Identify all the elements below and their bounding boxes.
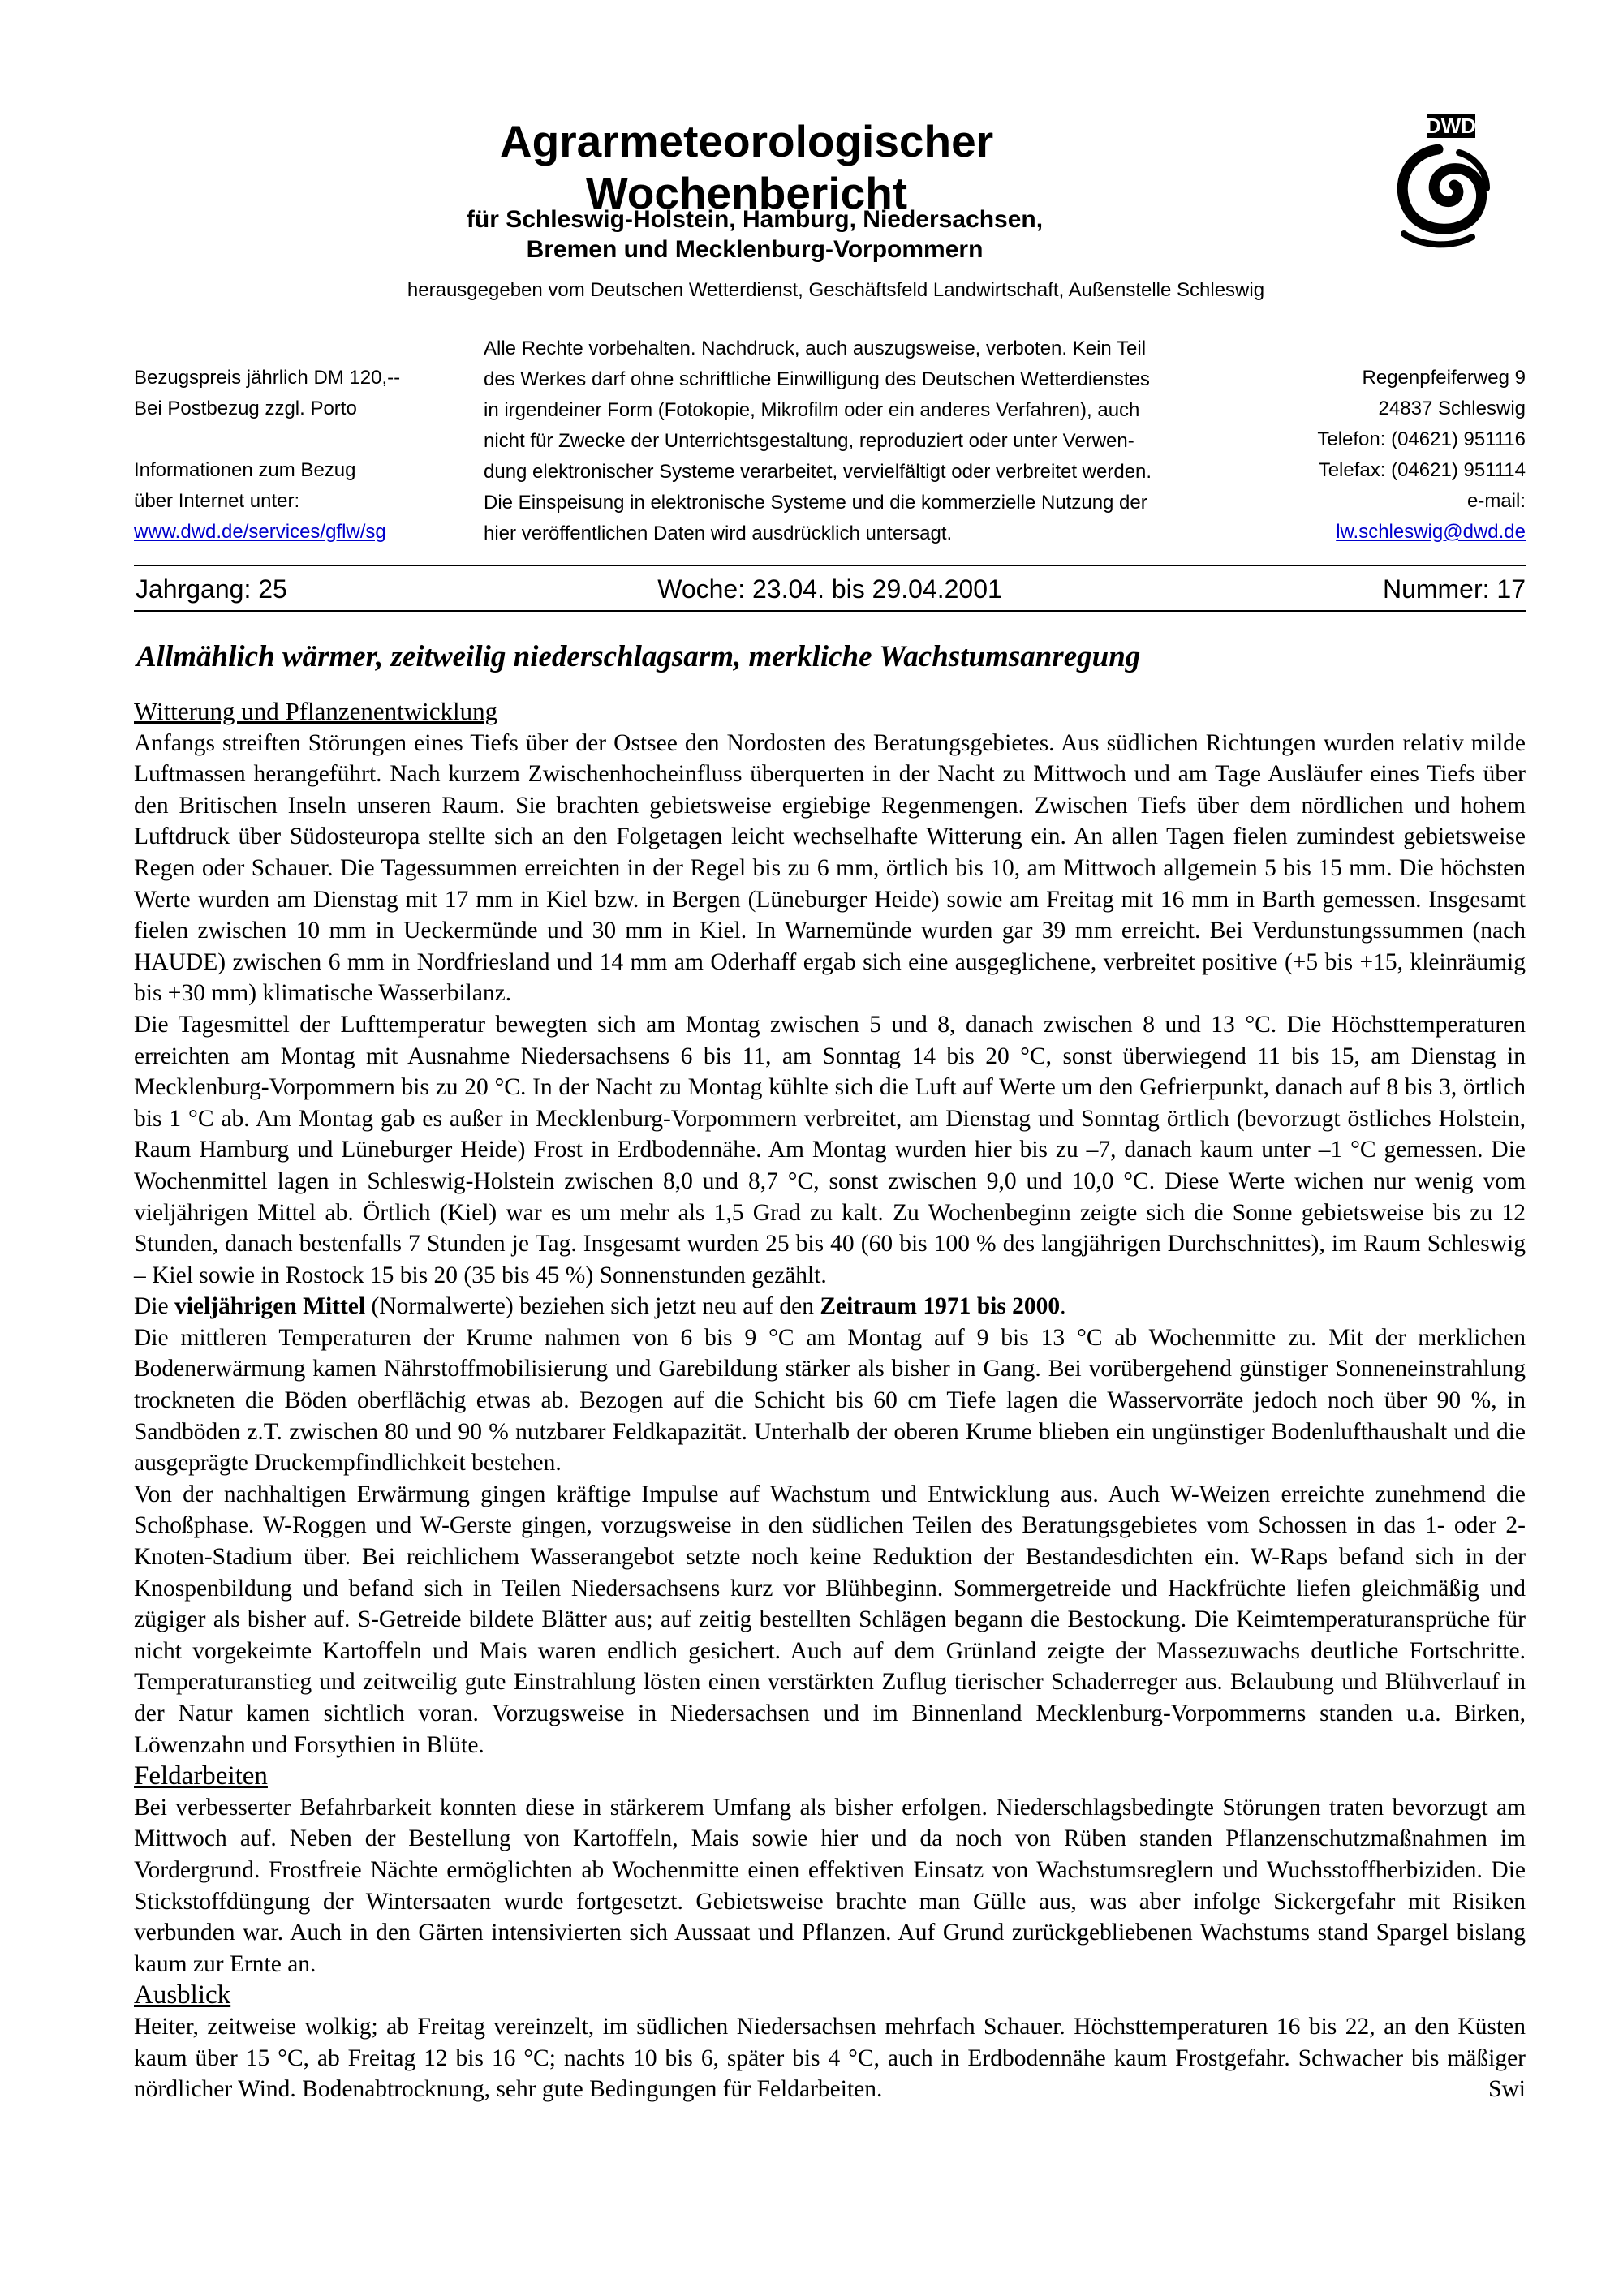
email-label: e-mail: <box>1466 490 1526 512</box>
info-text-1: Informationen zum Bezug <box>134 459 356 481</box>
dwd-spiral-icon <box>1388 112 1493 250</box>
subtitle-line-2: Bremen und Mecklenburg-Vorpommern <box>526 236 984 263</box>
paragraph: Die Tagesmittel der Lufttemperatur bewegten sich am Montag zwischen 5 und 8, danach zwischen 8 und 13 °C. Die Höchsttemperaturen erreichten am Montag mit Ausnahme Niedersachsens 6 bis 11, am Sonntag 14 bis 20 °C, sonst überwiegend 11 bis 15, am Dienstag in Mecklenburg-Vorpommern bis zu 20 °C. In der Nacht zu Montag kühlte sich die Luft auf Werte um den Gefrierpunkt, danach auf 8 bis 3, örtlich bis 1 °C ab. Am Montag gab es außer in Mecklenburg-Vorpommern verbreitet, am Dienstag und Sonntag örtlich (bevorzugt östliches Holstein, Raum Hamburg und Lüneburger Heide) Frost in Erdbodennähe. Am Montag wurden hier bis zu –7, danach kaum unter –1 °C gemessen. Die Wochenmittel lagen in Schleswig-Holstein zwischen 8,0 und 8,7 °C, sonst zwischen 9,0 und 10,0 °C. Diese Werte wichen nur wenig vom vieljährigen Mittel ab. Örtlich (Kiel) war es um mehr als 1,5 Grad zu kalt. Zu Wochenbeginn zeigte sich die Sonne gebietsweise bis zu 12 Stunden, danach bestenfalls 7 Stunden je Tag. Insgesamt wurden 25 bis 40 (60 bis 100 % des langjährigen Durchschnittes), im Raum Schleswig – Kiel sowie in Rostock 15 bis 20 (35 bis 45 %) Sonnenstunden gezählt. <box>134 1011 1526 1288</box>
contact-info <box>1266 363 1526 548</box>
website-link[interactable]: www.dwd.de/services/gflw/sg <box>134 521 386 543</box>
subtitle-line-1: für Schleswig-Holstein, Hamburg, Niedersachsen, <box>466 206 1044 233</box>
note-bold-period: Zeitraum 1971 bis 2000 <box>820 1293 1061 1320</box>
dwd-logo <box>1388 112 1493 250</box>
section-heading-field-work: Feldarbeiten <box>134 1761 268 1791</box>
paragraph <box>134 2011 1526 2105</box>
publisher-line: herausgegeben vom Deutschen Wetterdienst, Geschäftsfeld Landwirtschaft, Außenstelle Schleswig <box>407 279 1265 301</box>
street-text: Regenpfeiferweg 9 <box>1362 367 1526 389</box>
paragraph: Bei verbesserter Befahrbarkeit konnten diese in stärkerem Umfang als bisher erfolgen. Niederschlagsbedingte Störungen traten bevorzugt am Mittwoch auf. Neben der Bestellung von Kartoffeln, Mais sowie hier und da noch von Rüben standen Pflanzenschutzmaßnahmen im Vordergrund. Frostfreie Nächte ermöglichten ab Wochenmitte einen effektiven Einsatz von Wachstumsreglern und Wuchsstoffherbiziden. Die Stickstoffdüngung der Wintersaaten wurde fortgesetzt. Gebietsweise brachte man Gülle aus, was aber infolge Sickergefahr mit Risiken verbunden war. Auch in den Gärten intensivierten sich Aussaat und Pflanzen. Auf Grund zurückgebliebenen Wachstums stand Spargel bislang kaum zur Ernte an. <box>134 1794 1526 1977</box>
copyright-line: in irgendeiner Form (Fotokopie, Mikrofilm oder ein anderes Verfahren), auch <box>484 399 1140 421</box>
issue-bar <box>134 573 1526 605</box>
price-text: Bezugspreis jährlich DM 120,-- <box>134 367 401 389</box>
section-heading-outlook: Ausblick <box>134 1980 231 2010</box>
city-text: 24837 Schleswig <box>1378 398 1526 419</box>
headline: Allmählich wärmer, zeitweilig niederschlagsarm, merkliche Wachstumsanregung <box>136 640 1141 673</box>
copyright-line: des Werkes darf ohne schriftliche Einwilligung des Deutschen Wetterdienstes <box>484 368 1150 390</box>
paragraph: Anfangs streiften Störungen eines Tiefs über der Ostsee den Nordosten des Beratungsgebietes. Aus südlichen Richtungen wurden relativ milde Luftmassen herangeführt. Nach kurzem Zwischenhocheinfluss überquerten in der Nacht zu Mittwoch und am Tage Ausläufer eines Tiefs über den Britischen Inseln unseren Raum. Sie brachten gebietsweise ergiebige Regenmengen. Zwischen Tiefs über dem nördlichen und hohem Luftdruck über Südosteuropa stellte sich an den Folgetagen leicht wechselhafte Witterung ein. An allen Tagen fielen zumindest gebietsweise Regen oder Schauer. Die Tagessummen erreichten in der Regel bis zu 6 mm, örtlich bis 10, am Mittwoch allgemein 5 bis 15 mm. Die höchsten Werte wurden am Dienstag mit 17 mm in Kiel bzw. in Bergen (Lüneburger Heide) sowie am Freitag mit 16 mm in Barth gemessen. Insgesamt fielen zwischen 10 mm in Ueckermünde und 30 mm in Kiel. In Warnemünde wurden gar 39 mm erreicht. Bei Verdunstungssummen (nach HAUDE) zwischen 6 mm in Nordfriesland und 14 mm am Oderhaff ergab sich eine ausgeglichene, verbreitet positive (+5 bis +15, kleinräumig bis +30 mm) klimatische Wasserbilanz. <box>134 729 1526 1007</box>
normal-values-note: Die vieljährigen Mittel (Normalwerte) beziehen sich jetzt neu auf den Zeitraum 1971 bis 2000. <box>134 1293 1066 1320</box>
copyright-line: Die Einspeisung in elektronische Systeme und die kommerzielle Nutzung der <box>484 492 1147 514</box>
note-bold-term: vieljährigen Mittel <box>174 1293 366 1320</box>
paragraph: Die mittleren Temperaturen der Krume nahmen von 6 bis 9 °C am Montag auf 9 bis 13 °C ab Wochenmitte zu. Mit der merklichen Bodenerwärmung kamen Nährstoffmobilisierung und Garebildung stärker als bisher in Gang. Bei vorübergehend günstiger Sonneneinstrahlung trockneten die Böden oberflächig etwas ab. Bezogen auf die Schicht bis 60 cm Tiefe lagen die Wasservorräte jedoch noch über 90 %, in Sandböden z.T. zwischen 80 und 90 % nutzbarer Feldkapazität. Unterhalb der oberen Krume blieben ein ungünstiger Bodenlufthaushalt und die ausgeprägte Druckempfindlichkeit bestehen. <box>134 1324 1526 1477</box>
divider-top <box>134 565 1526 566</box>
report-subtitle <box>406 204 1104 264</box>
paragraph: Von der nachhaltigen Erwärmung gingen kräftige Impulse auf Wachstum und Entwicklung aus. Auch W-Weizen erreichte zunehmend die Schoßphase. W-Roggen und W-Gerste gingen, vorzugsweise in den südlichen Teilen des Beratungsgebietes vom Schossen in das 1- oder 2-Knoten-Stadium über. Bei reichlichem Wasserangebot setzte noch keine Reduktion der Bestandesdichten ein. W-Raps befand sich in der Knospenbildung und befand sich in Teilen Niedersachsens kurz vor Blühbeginn. Sommergetreide und Hackfrüchte liefen gleichmäßig und zügiger als bisher auf. S-Getreide bildete Blätter aus; auf zeitig bestellten Schlägen begann die Bestockung. Die Keimtemperaturansprüche für nicht vorgekeimte Kartoffeln und Mais waren endlich gesichert. Auch auf dem Grünland zeigte der Massezuwachs deutliche Fortschritte. Temperaturanstieg und zeitweilig gute Einstrahlung lösten einen verstärkten Zuflug tierischer Schaderreger aus. Belaubung und Blühverlauf in der Natur kamen sichtlich voran. Vorzugsweise in Niedersachsen und im Binnenland Mecklenburg-Vorpommerns standen u.a. Birken, Löwenzahn und Forsythien in Blüte. <box>134 1481 1526 1758</box>
report-body <box>134 696 1526 2105</box>
report-title: Agrarmeteorologischer Wochenbericht <box>499 116 994 218</box>
copyright-line: dung elektronischer Systeme verarbeitet, vervielfältigt oder verbreitet werden. <box>484 461 1152 483</box>
copyright-notice <box>484 333 1263 549</box>
author-signature: Swi <box>1488 2076 1526 2103</box>
section-heading-weather: Witterung und Pflanzenentwicklung <box>134 697 498 725</box>
issue-week: Woche: 23.04. bis 29.04.2001 <box>657 574 1002 604</box>
copyright-line: Alle Rechte vorbehalten. Nachdruck, auch auszugsweise, verboten. Kein Teil <box>484 338 1147 359</box>
fax-text: Telefax: (04621) 951114 <box>1318 459 1526 481</box>
copyright-line: nicht für Zwecke der Unterrichtsgestaltung, reproduziert oder unter Verwen- <box>484 430 1134 452</box>
outlook-text: Heiter, zeitweise wolkig; ab Freitag vereinzelt, im südlichen Niedersachsen mehrfach Schauer. Höchsttemperaturen 16 bis 22, an den Küsten kaum über 15 °C, ab Freitag 12 bis 16 °C; nachts 10 bis 6, später bis 4 °C, auch in Erdbodennähe kaum Frostgefahr. Schwacher bis mäßiger nördlicher Wind. Bodenabtrocknung, sehr gute Bedingungen für Feldarbeiten. <box>134 2013 1526 2103</box>
issue-volume: Jahrgang: 25 <box>136 574 287 604</box>
postage-text: Bei Postbezug zzgl. Porto <box>134 398 357 419</box>
logo-text: DWD <box>1425 114 1477 138</box>
issue-number: Nummer: 17 <box>1382 574 1526 604</box>
email-link[interactable]: lw.schleswig@dwd.de <box>1336 521 1526 543</box>
subscription-info <box>134 363 475 548</box>
copyright-line: hier veröffentlichen Daten wird ausdrücklich untersagt. <box>484 522 953 544</box>
divider-bottom <box>134 610 1526 612</box>
info-text-2: über Internet unter: <box>134 490 300 512</box>
phone-text: Telefon: (04621) 951116 <box>1317 428 1526 450</box>
